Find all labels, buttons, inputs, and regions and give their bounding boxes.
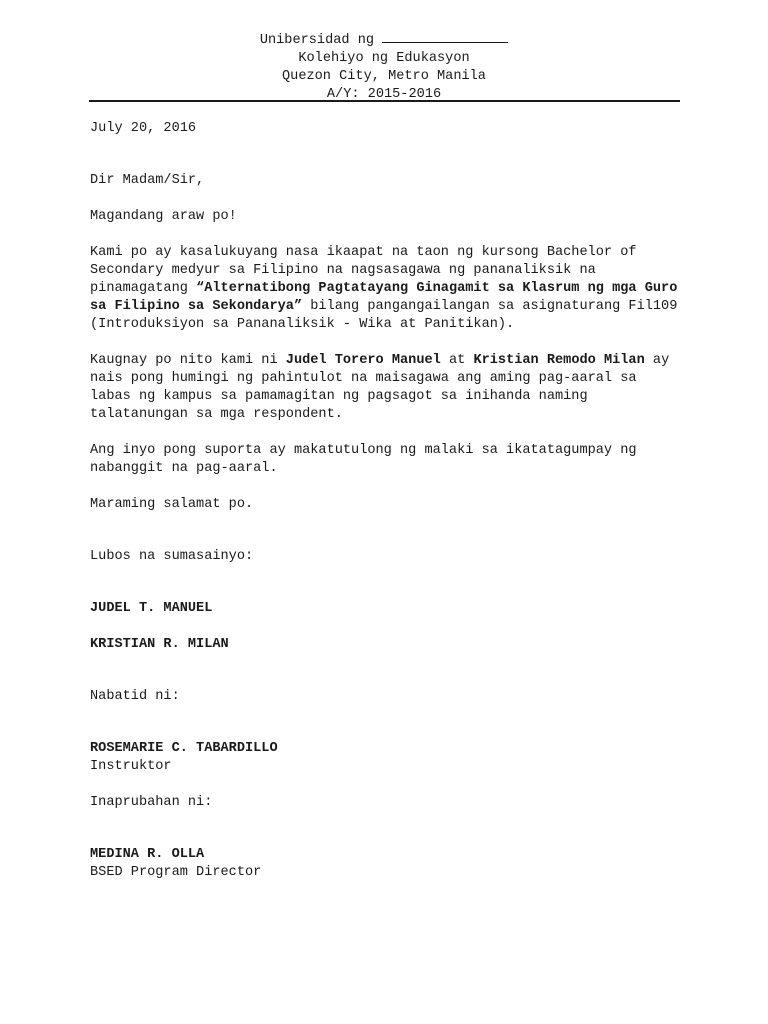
signatory-1: JUDEL T. MANUEL: [90, 601, 213, 616]
research-title: “Alternatibong Pagtatayang Ginagamit sa Klasrum ng mga Guro sa Filipino sa Sekondarya”: [90, 281, 686, 314]
college-address: Quezon City, Metro Manila: [282, 69, 486, 84]
header-divider: [89, 100, 680, 102]
instructor-title: Instruktor: [90, 759, 172, 774]
salutation: Dir Madam/Sir,: [90, 173, 205, 188]
paragraph-research-text-b: bilang pangangailangan sa asignaturang Fil109 (Introduksiyon sa Pananaliksik - Wika at Panitikan).: [90, 299, 686, 332]
letter-date: July 20, 2016: [90, 121, 197, 136]
director-name: MEDINA R. OLLA: [90, 847, 205, 862]
letter-body: [90, 120, 686, 882]
paragraph-request: [90, 352, 680, 424]
closing-line: Lubos na sumasainyo:: [90, 549, 254, 564]
college-name: Kolehiyo ng Edukasyon: [298, 51, 470, 66]
school-year: A/Y: 2015-2016: [326, 87, 442, 102]
director-title: BSED Program Director: [90, 865, 262, 880]
greeting: Magandang araw po!: [90, 209, 237, 224]
paragraph-support: Ang inyo pong suporta ay makatutulong ng malaki sa ikatatagumpay ng nabanggit na pag-aaral.: [90, 443, 645, 476]
university-line: [0, 30, 768, 50]
instructor-name: ROSEMARIE C. TABARDILLO: [90, 741, 278, 756]
researcher-name-2: Kristian Remodo Milan: [473, 353, 645, 368]
approved-by-label: Inaprubahan ni:: [90, 795, 213, 810]
university-name-blank: [382, 30, 508, 43]
researcher-name-1: Judel Torero Manuel: [285, 353, 441, 368]
paragraph-research: [90, 244, 686, 334]
paragraph-research-text-a: Kami po ay kasalukuyang nasa ikaapat na taon ng kursong Bachelor of Secondary medyur sa Filipino na nagsasagawa ng pananaliksik na pinamagatang: [90, 245, 645, 296]
noted-by-label: Nabatid ni:: [90, 689, 180, 704]
university-prefix: Unibersidad ng: [259, 33, 383, 48]
letterhead: [0, 30, 768, 104]
thanks-line: Maraming salamat po.: [90, 497, 254, 512]
paragraph-request-text-c: ay nais pong humingi ng pahintulot na maisagawa ang aming pag-aaral sa labas ng kampus sa pamamagitan ng pagsagot sa inihanda naming talatanungan sa mga respondent.: [90, 353, 678, 422]
paragraph-request-text-b: at: [440, 353, 474, 368]
signatory-2: KRISTIAN R. MILAN: [90, 637, 229, 652]
paragraph-request-text-a: Kaugnay po nito kami ni: [90, 353, 286, 368]
